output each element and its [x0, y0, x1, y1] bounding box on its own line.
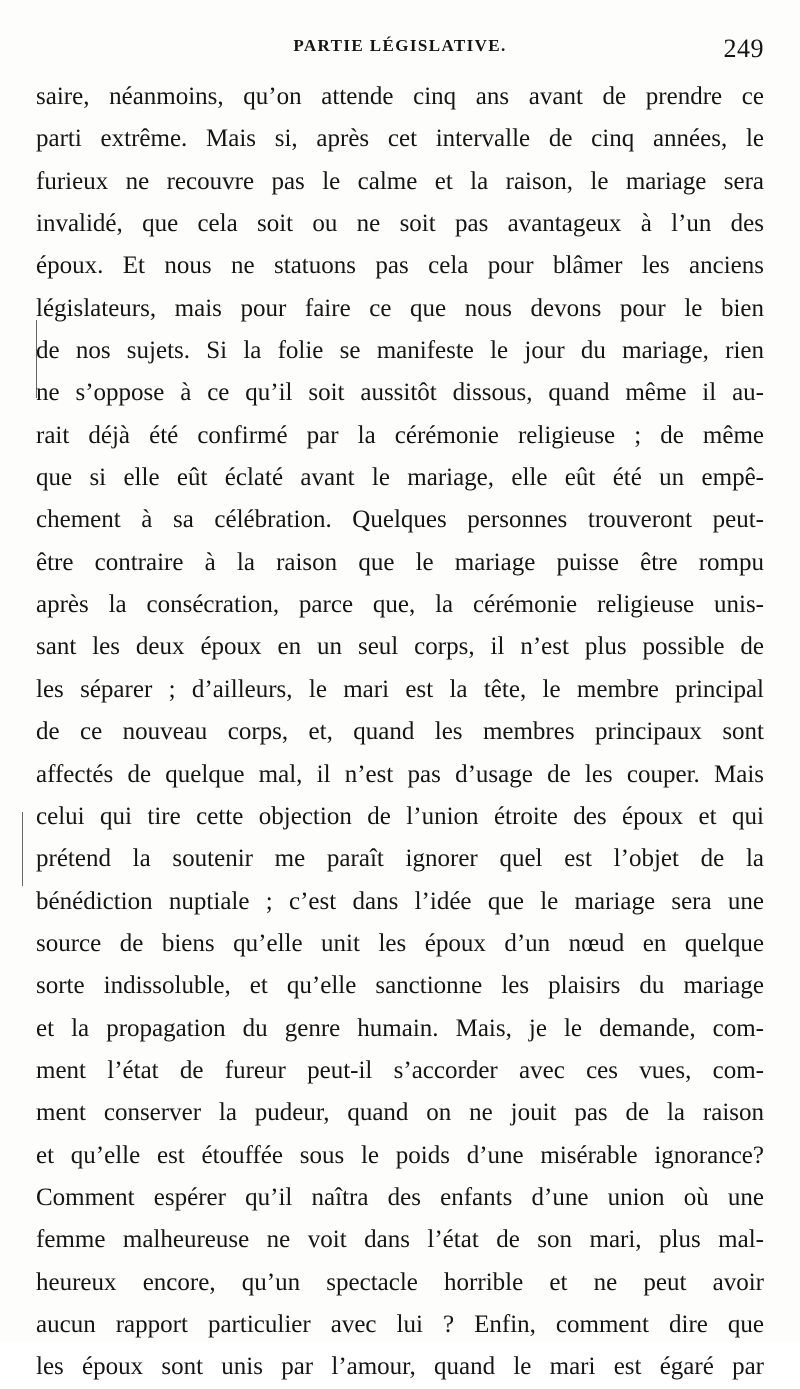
text-line: législateurs, mais pour faire ce que nous devons pour le bien	[36, 294, 764, 322]
text-line: époux. Et nous ne statuons pas cela pour blâmer les anciens	[36, 252, 764, 280]
text-line: ne s’oppose à ce qu’il soit aussitôt dissous, quand même il au-	[36, 379, 764, 407]
text-line: chement à sa célébration. Quelques personnes trouveront peut-	[36, 506, 764, 534]
text-line: après la consécration, parce que, la cérémonie religieuse unis-	[36, 591, 764, 619]
text-line: les époux sont unis par l’amour, quand le mari est égaré par	[36, 1353, 764, 1381]
text-line: et qu’elle est étouffée sous le poids d’une misérable ignorance?	[36, 1141, 764, 1169]
text-line: que si elle eût éclaté avant le mariage, elle eût été un empê-	[36, 464, 764, 492]
text-line: furieux ne recouvre pas le calme et la raison, le mariage sera	[36, 167, 764, 195]
page-number: 249	[723, 34, 764, 63]
text-line: de nos sujets. Si la folie se manifeste le jour du mariage, rien	[36, 337, 764, 365]
text-line: sant les deux époux en un seul corps, il n’est plus possible de	[36, 633, 764, 661]
text-line: sorte indissoluble, et qu’elle sanctionne les plaisirs du mariage	[36, 972, 764, 1000]
text-line: invalidé, que cela soit ou ne soit pas avantageux à l’un des	[36, 210, 764, 238]
text-line: prétend la soutenir me paraît ignorer quel est l’objet de la	[36, 845, 764, 873]
text-line: ment l’état de fureur peut-il s’accorder avec ces vues, com-	[36, 1056, 764, 1084]
text-line: aucun rapport particulier avec lui ? Enfin, comment dire que	[36, 1310, 764, 1338]
margin-pencil-mark	[22, 812, 23, 886]
text-line: Comment espérer qu’il naîtra des enfants d’une union où une	[36, 1183, 764, 1211]
text-line: ment conserver la pudeur, quand on ne jouit pas de la raison	[36, 1099, 764, 1127]
running-title: PARTIE LÉGISLATIVE.	[293, 36, 507, 55]
text-line: affectés de quelque mal, il n’est pas d’usage de les couper. Mais	[36, 760, 764, 788]
text-line: bénédiction nuptiale ; c’est dans l’idée que le mariage sera une	[36, 887, 764, 915]
text-line: et la propagation du genre humain. Mais, je le demande, com-	[36, 1014, 764, 1042]
text-line: parti extrême. Mais si, après cet intervalle de cinq années, le	[36, 125, 764, 153]
text-line: source de biens qu’elle unit les époux d’un nœud en quelque	[36, 929, 764, 957]
text-line: les séparer ; d’ailleurs, le mari est la tête, le membre principal	[36, 675, 764, 703]
text-line: rait déjà été confirmé par la cérémonie religieuse ; de même	[36, 421, 764, 449]
running-head	[36, 34, 764, 62]
text-line: heureux encore, qu’un spectacle horrible et ne peut avoir	[36, 1268, 764, 1296]
text-line: de ce nouveau corps, et, quand les membres principaux sont	[36, 718, 764, 746]
text-line: celui qui tire cette objection de l’union étroite des époux et qui	[36, 802, 764, 830]
body-text	[36, 76, 764, 1389]
text-line: être contraire à la raison que le mariage puisse être rompu	[36, 548, 764, 576]
text-line: femme malheureuse ne voit dans l’état de son mari, plus mal-	[36, 1226, 764, 1254]
text-line: saire, néanmoins, qu’on attende cinq ans avant de prendre ce	[36, 83, 764, 110]
